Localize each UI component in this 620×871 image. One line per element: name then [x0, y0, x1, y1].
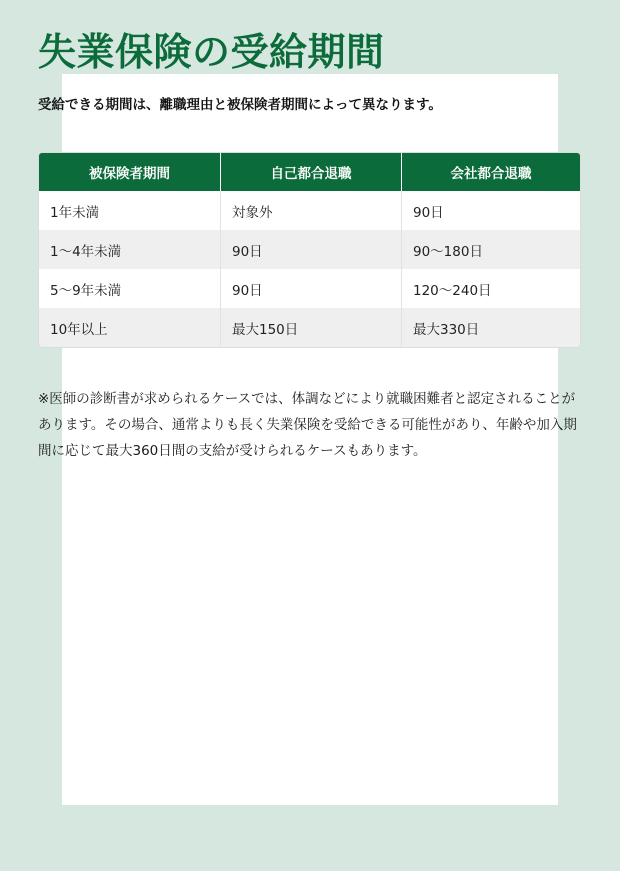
table-cell: 1年未満 [39, 191, 221, 230]
table-row [39, 230, 580, 269]
table-cell: 90日 [221, 230, 402, 269]
table-cell: 1〜4年未満 [39, 230, 221, 269]
table-cell: 120〜240日 [402, 269, 580, 308]
main-content [38, 26, 581, 464]
benefit-period-table [38, 152, 581, 348]
table-cell: 90日 [221, 269, 402, 308]
header-voluntary-resignation: 自己都合退職 [221, 153, 402, 191]
header-company-dismissal: 会社都合退職 [402, 153, 580, 191]
page-title: 失業保険の受給期間 [38, 30, 385, 74]
footnote: ※医師の診断書が求められるケースでは、体調などにより就職困難者と認定されることがあります。その場合、通常よりも長く失業保険を受給できる可能性があり、年齢や加入期間に応じて最大360日間の支給が受けられるケースもあります。 [38, 391, 577, 459]
table-cell: 10年以上 [39, 308, 221, 347]
table-cell: 5〜9年未満 [39, 269, 221, 308]
header-insured-period: 被保険者期間 [39, 153, 221, 191]
table-row [39, 191, 580, 230]
table-cell: 対象外 [221, 191, 402, 230]
table-row [39, 269, 580, 308]
page-subtitle: 受給できる期間は、離職理由と被保険者期間によって異なります。 [38, 97, 442, 113]
table-cell: 90〜180日 [402, 230, 580, 269]
table-cell: 最大330日 [402, 308, 580, 347]
table-row [39, 308, 580, 347]
table-header-row [39, 153, 580, 191]
table-cell: 最大150日 [221, 308, 402, 347]
table-cell: 90日 [402, 191, 580, 230]
